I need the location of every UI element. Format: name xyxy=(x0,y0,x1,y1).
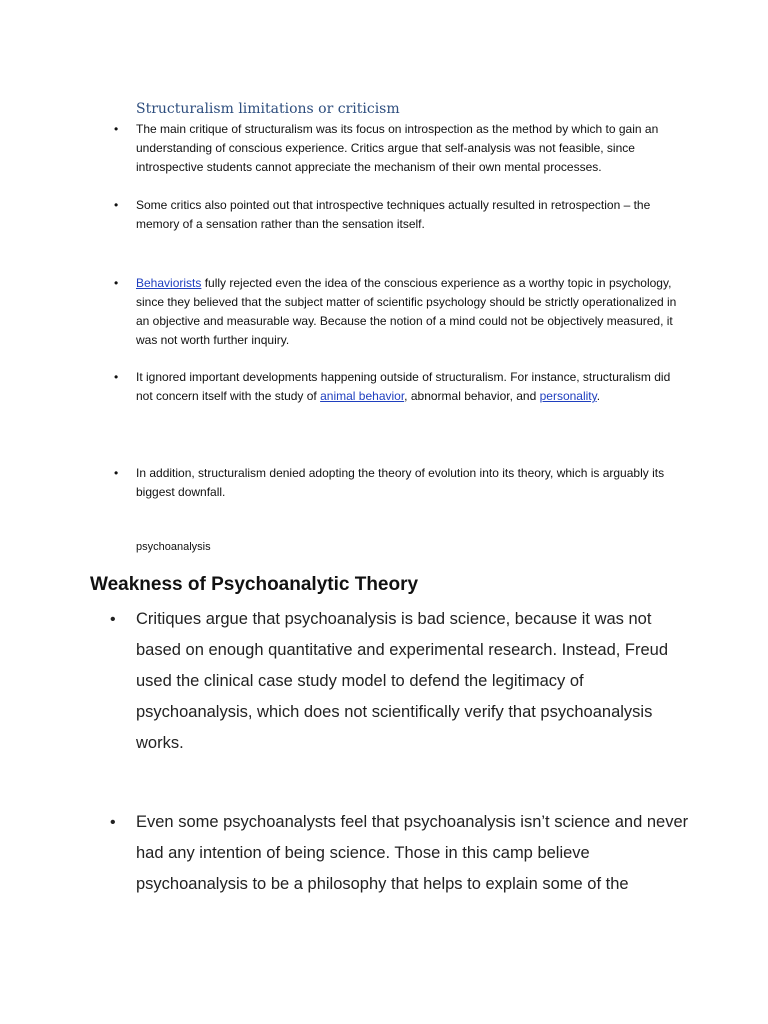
list-item xyxy=(114,120,681,177)
bullet-icon: • xyxy=(110,814,116,831)
list-item-text: Some critics also pointed out that introspective techniques actually resulted in retrospection – the memory of a sensation rather than the sensation itself. xyxy=(136,198,651,231)
bullet-icon: • xyxy=(114,122,119,136)
list-item-text: . xyxy=(596,389,601,403)
list-item xyxy=(110,604,696,759)
psychoanalysis-label: psychoanalysis xyxy=(136,541,211,553)
list-item-text: The main critique of structuralism was its focus on introspection as the method by which to gain an understanding of conscious experience. Critics argue that self-analysis was not feasible, since introspective students cannot appreciate the mechanism of their own mental processes. xyxy=(136,122,659,174)
bullet-icon: • xyxy=(114,198,119,212)
list-item xyxy=(114,274,681,350)
list-item-text: fully rejected even the idea of the conscious experience as a worthy topic in psychology, since they believed that the subject matter of scientific psychology should be strictly operationalized in an objective and measurable way. Because the notion of a mind could not be objectively measured, it was not worth further inquiry. xyxy=(136,276,677,347)
list-item xyxy=(114,368,681,406)
bullet-icon: • xyxy=(114,466,119,480)
list-item xyxy=(114,464,681,502)
bullet-icon: • xyxy=(114,370,119,384)
personality-link[interactable]: personality xyxy=(539,389,597,403)
list-item-text: Even some psychoanalysts feel that psychoanalysis isn’t science and never had any intention of being science. Those in this camp believe psychoanalysis to be a philosophy that helps to explain some of the xyxy=(136,813,689,893)
list-item-text: , abnormal behavior, and xyxy=(404,389,540,403)
bullet-icon: • xyxy=(114,276,119,290)
structuralism-heading: Structuralism limitations or criticism xyxy=(136,101,400,117)
list-item-text: In addition, structuralism denied adopting the theory of evolution into its theory, which is arguably its biggest downfall. xyxy=(136,466,665,499)
list-item xyxy=(110,807,696,900)
behaviorists-link[interactable]: Behaviorists xyxy=(136,276,202,290)
list-item-text: It ignored important developments happening outside of structuralism. For instance, structuralism did not concern itself with the study of xyxy=(136,370,671,403)
animal-behavior-link[interactable]: animal behavior xyxy=(320,389,405,403)
bullet-icon: • xyxy=(110,611,116,628)
list-item xyxy=(114,196,681,234)
list-item-text: Critiques argue that psychoanalysis is bad science, because it was not based on enough quantitative and experimental research. Instead, Freud used the clinical case study model to defend the legitimacy of psychoanalysis, which does not scientifically verify that psychoanalysis works. xyxy=(136,610,669,752)
psychoanalytic-weakness-heading: Weakness of Psychoanalytic Theory xyxy=(90,574,419,595)
